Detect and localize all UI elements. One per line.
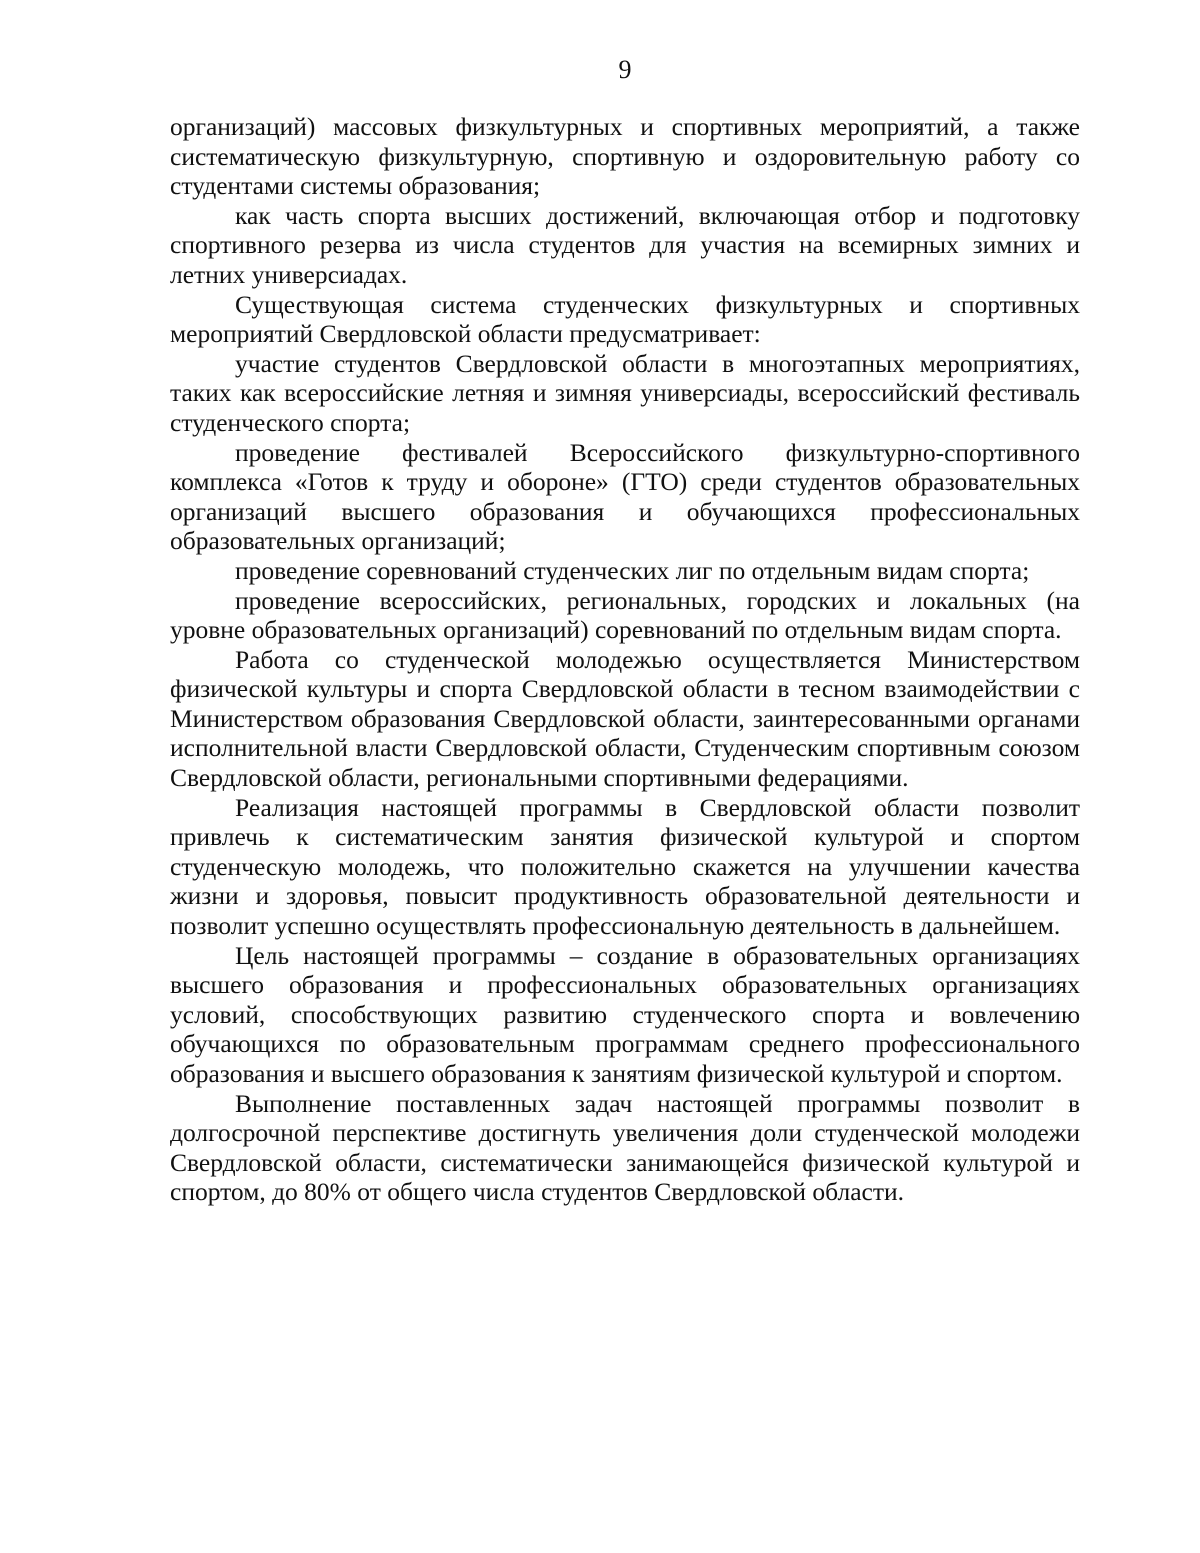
paragraph-continuation: организаций) массовых физкультурных и спортивных мероприятий, а также систематическую физкультурную, спортивную и оздоровительную работу со студентами системы образования; <box>170 112 1080 201</box>
paragraph-program-implementation: Реализация настоящей программы в Свердловской области позволит привлечь к систематическим занятия физической культурой и спортом студенческую молодежь, что положительно скажется на улучшении качества жизни и здоровья, повысит продуктивность образовательной деятельности и позволит успешно осуществлять профессиональную деятельность в дальнейшем. <box>170 792 1080 941</box>
paragraph-program-outcome: Выполнение поставленных задач настоящей программы позволит в долгосрочной перспективе достигнуть увеличения доли студенческой молодежи Свердловской области, систематически занимающейся физической культурой и спортом, до 80% от общего числа студентов Свердловской области. <box>170 1088 1080 1207</box>
body-text <box>170 112 1080 1207</box>
paragraph-program-goal: Цель настоящей программы – создание в образовательных организациях высшего образования и профессиональных образовательных организациях условий, способствующих развитию студенческого спорта и вовлечению обучающихся по образовательным программам среднего профессионального образования и высшего образования к занятиям физической культурой и спортом. <box>170 940 1080 1088</box>
paragraph-gto-festivals: проведение фестивалей Всероссийского физкультурно-спортивного комплекса «Готов к труду и обороне» (ГТО) среди студентов образовательных организаций высшего образования и обучающихся профессиональных образовательных организаций; <box>170 437 1080 556</box>
paragraph-universiades: участие студентов Свердловской области в многоэтапных мероприятиях, таких как всероссийские летняя и зимняя универсиады, всероссийский фестиваль студенческого спорта; <box>170 348 1080 437</box>
paragraph-competitions: проведение всероссийских, региональных, городских и локальных (на уровне образовательных организаций) соревнований по отдельным видам спорта. <box>170 585 1080 645</box>
page-number: 9 <box>618 55 632 84</box>
paragraph-elite-sport: как часть спорта высших достижений, включающая отбор и подготовку спортивного резерва из числа студентов для участия на всемирных зимних и летних универсиадах. <box>170 200 1080 289</box>
paragraph-student-leagues: проведение соревнований студенческих лиг по отдельным видам спорта; <box>235 555 1030 585</box>
paragraph-existing-system: Существующая система студенческих физкультурных и спортивных мероприятий Свердловской области предусматривает: <box>170 289 1080 349</box>
paragraph-ministry-work: Работа со студенческой молодежью осуществляется Министерством физической культуры и спорта Свердловской области в тесном взаимодействии с Министерством образования Свердловской области, заинтересованными органами исполнительной власти Свердловской области, Студенческим спортивным союзом Свердловской области, региональными спортивными федерациями. <box>170 644 1080 793</box>
